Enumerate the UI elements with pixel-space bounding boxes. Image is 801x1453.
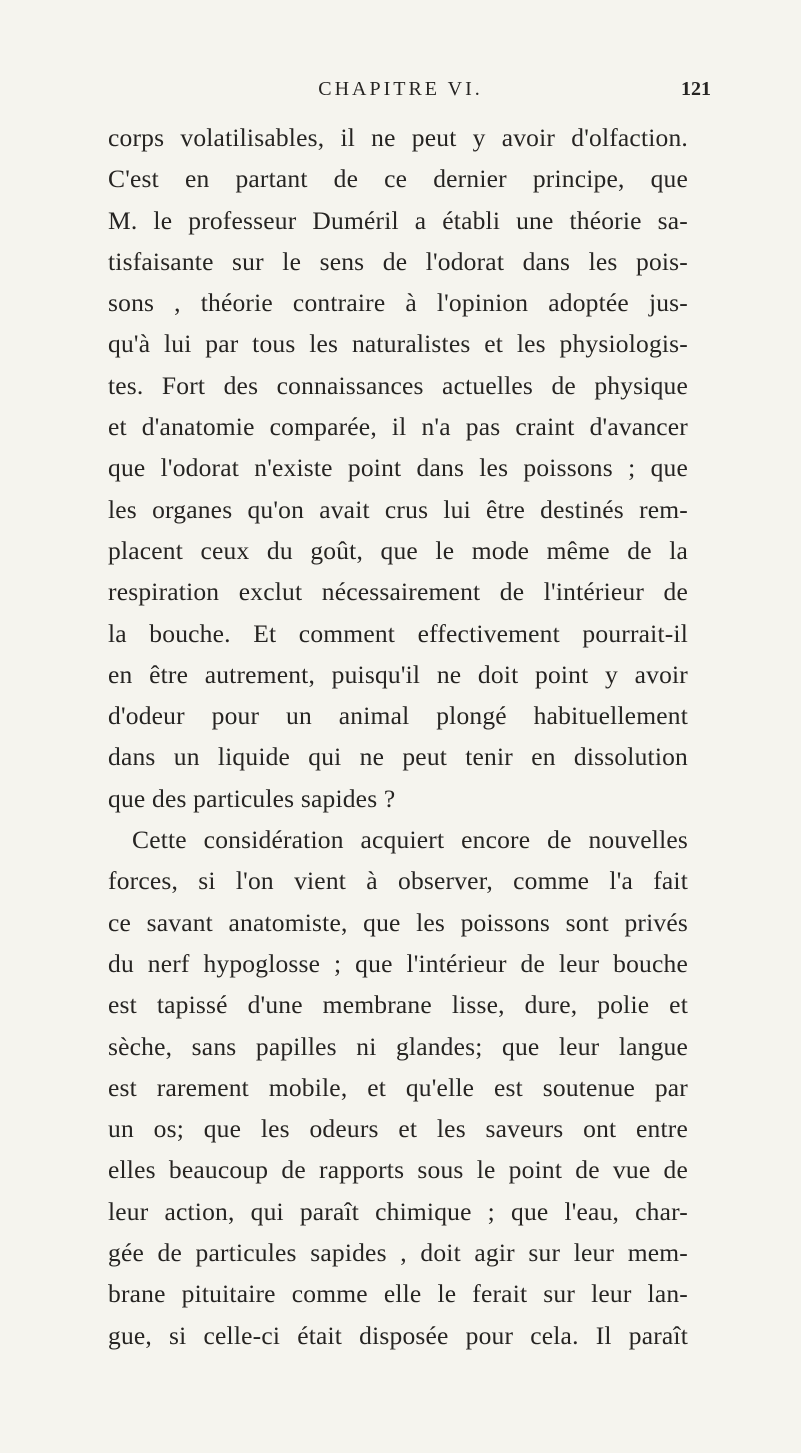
text-line: placent ceux du goût, que le mode même de la: [108, 535, 688, 565]
text-line: sons , théorie contraire à l'opinion adoptée jus-: [108, 288, 688, 318]
text-line: dans un liquide qui ne peut tenir en dissolution: [108, 742, 688, 772]
text-line: C'est en partant de ce dernier principe, que: [108, 164, 688, 194]
text-line: en être autrement, puisqu'il ne doit point y avoir: [108, 659, 688, 689]
text-line: et d'anatomie comparée, il n'a pas craint d'avancer: [108, 412, 688, 442]
text-line: gée de particules sapides , doit agir sur leur mem-: [108, 1238, 688, 1268]
page-header: [0, 78, 801, 108]
text-line: les organes qu'on avait crus lui être destinés rem-: [108, 494, 688, 524]
text-line: est rarement mobile, et qu'elle est soutenue par: [108, 1072, 688, 1102]
text-line: brane pituitaire comme elle le ferait sur leur lan-: [108, 1279, 688, 1309]
page-number: 121: [681, 78, 711, 100]
text-line: Cette considération acquiert encore de nouvelles: [132, 825, 688, 855]
text-line: leur action, qui paraît chimique ; que l'eau, char-: [108, 1196, 688, 1226]
text-line: du nerf hypoglosse ; que l'intérieur de leur bouche: [108, 948, 688, 978]
text-line: un os; que les odeurs et les saveurs ont entre: [108, 1114, 688, 1144]
text-line: gue, si celle-ci était disposée pour cela. Il paraît: [108, 1320, 688, 1350]
text-line: que l'odorat n'existe point dans les poissons ; que: [108, 453, 688, 483]
text-line: la bouche. Et comment effectivement pourrait-il: [108, 618, 688, 648]
text-line: que des particules sapides ?: [108, 783, 396, 813]
text-line: M. le professeur Duméril a établi une théorie sa-: [108, 205, 688, 235]
text-line: tes. Fort des connaissances actuelles de physique: [108, 370, 688, 400]
text-line: d'odeur pour un animal plongé habituellement: [108, 701, 688, 731]
text-line: est tapissé d'une membrane lisse, dure, polie et: [108, 990, 688, 1020]
body-text: [108, 117, 688, 1356]
text-line: elles beaucoup de rapports sous le point de vue de: [108, 1155, 688, 1185]
text-line: forces, si l'on vient à observer, comme l'a fait: [108, 866, 688, 896]
text-line: tisfaisante sur le sens de l'odorat dans les pois-: [108, 246, 688, 276]
text-line: ce savant anatomiste, que les poissons sont privés: [108, 907, 688, 937]
running-head: CHAPITRE VI.: [318, 78, 483, 100]
text-line: respiration exclut nécessairement de l'intérieur de: [108, 577, 688, 607]
text-line: sèche, sans papilles ni glandes; que leur langue: [108, 1031, 688, 1061]
text-line: corps volatilisables, il ne peut y avoir d'olfaction.: [108, 123, 688, 152]
text-line: qu'à lui par tous les naturalistes et les physiologis-: [108, 329, 688, 359]
